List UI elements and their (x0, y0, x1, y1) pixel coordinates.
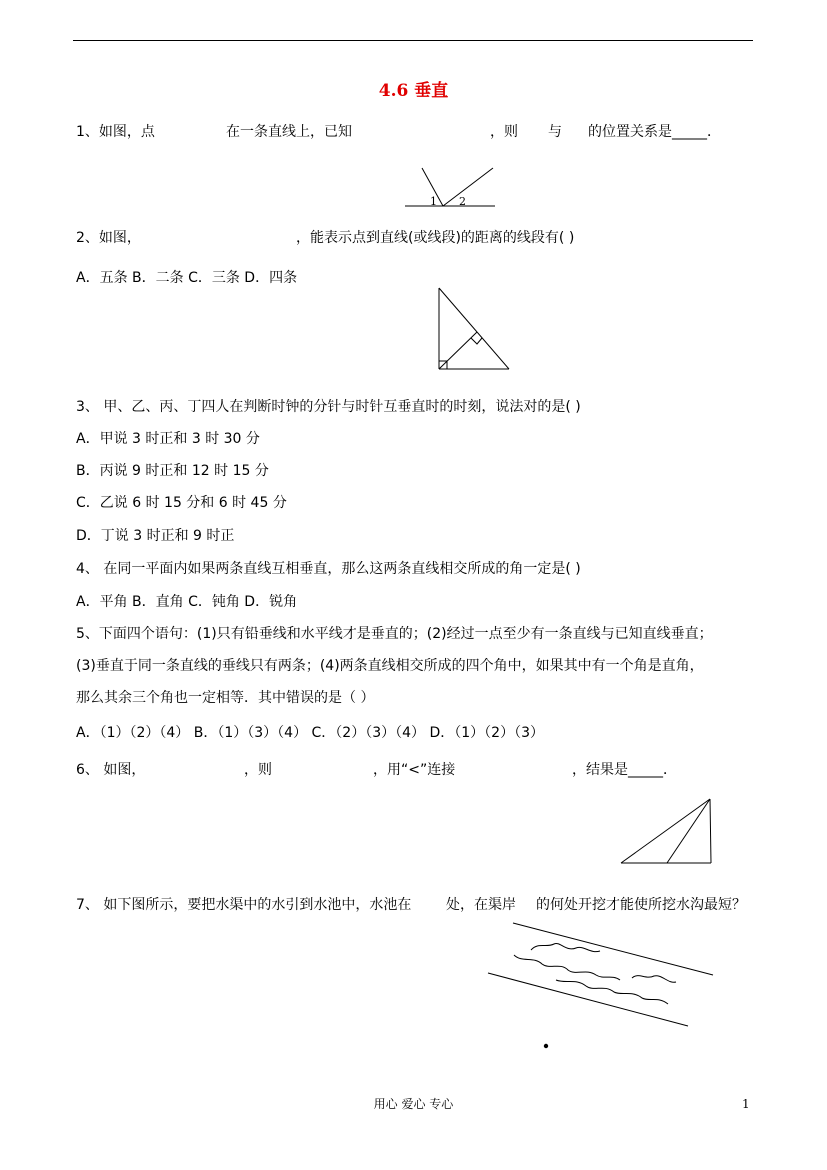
q1-text-d: 与 (548, 124, 562, 140)
page-number: 1 (742, 1097, 750, 1111)
page-title: 4.6 垂直 (378, 81, 449, 101)
q5-options: A．（1）（2）（4） B．（1）（3）（4） C．（2）（3）（4） D．（1）（2）（3） (76, 725, 544, 741)
q7-text-b: 处，在渠岸 (446, 897, 516, 913)
q2-options: A．五条 B．二条 C．三条 D．四条 (76, 270, 298, 286)
header-rule (73, 40, 753, 41)
q1-text-c: ，则 (490, 124, 518, 140)
q1-text-b: 在一条直线上，已知 (226, 124, 352, 140)
q3-stem: 3、 甲、乙、丙、丁四人在判断时钟的分针与时针互垂直时的时刻，说法对的是( ) (76, 399, 581, 415)
q7-canal-figure (486, 918, 718, 1053)
q4-options: A．平角 B．直角 C．钝角 D．锐角 (76, 594, 298, 610)
q3-option-a: A．甲说 3 时正和 3 时 30 分 (76, 431, 260, 447)
q6-text-c: ，用“<”连接 (373, 762, 456, 778)
q3-option-d: D．丁说 3 时正和 9 时正 (76, 528, 235, 544)
q1-figure (405, 165, 500, 210)
q2-triangle-figure (438, 287, 513, 372)
q6-text-d: ，结果是_____． (572, 762, 677, 778)
q5-line-3: 那么其余三个角也一定相等．其中错误的是（ ） (76, 690, 375, 706)
q5-line-1: 5、下面四个语句：(1)只有铅垂线和水平线才是垂直的；(2)经过一点至少有一条直线与已知直线垂直； (76, 626, 713, 642)
pond-point (544, 1044, 548, 1048)
q2-text-a: 2、如图， (76, 230, 141, 246)
q7-text-a: 7、 如下图所示，要把水渠中的水引到水池中，水池在 (76, 897, 412, 913)
footer-text: 用心 爱心 专心 (373, 1097, 454, 1111)
q3-option-c: C．乙说 6 时 15 分和 6 时 45 分 (76, 495, 287, 511)
q6-text-a: 6、 如图， (76, 762, 146, 778)
q7-text-c: 的何处开挖才能使所挖水沟最短？ (536, 897, 746, 913)
q4-stem: 4、 在同一平面内如果两条直线互相垂直，那么这两条直线相交所成的角一定是( ) (76, 561, 581, 577)
q5-line-2: (3)垂直于同一条直线的垂线只有两条；(4)两条直线相交所成的四个角中，如果其中有一个角是直角， (76, 658, 704, 674)
q1-angle-2-label: 2 (459, 195, 466, 208)
q1-angle-1-label: 1 (430, 195, 437, 208)
q3-option-b: B．丙说 9 时正和 12 时 15 分 (76, 463, 269, 479)
q6-text-b: ，则 (244, 762, 272, 778)
q1-text-a: 1、如图，点 (76, 124, 155, 140)
q6-triangle-figure (620, 798, 715, 866)
q1-text-e: 的位置关系是_____． (588, 124, 721, 140)
q2-text-b: ，能表示点到直线(或线段)的距离的线段有( ) (296, 230, 575, 246)
